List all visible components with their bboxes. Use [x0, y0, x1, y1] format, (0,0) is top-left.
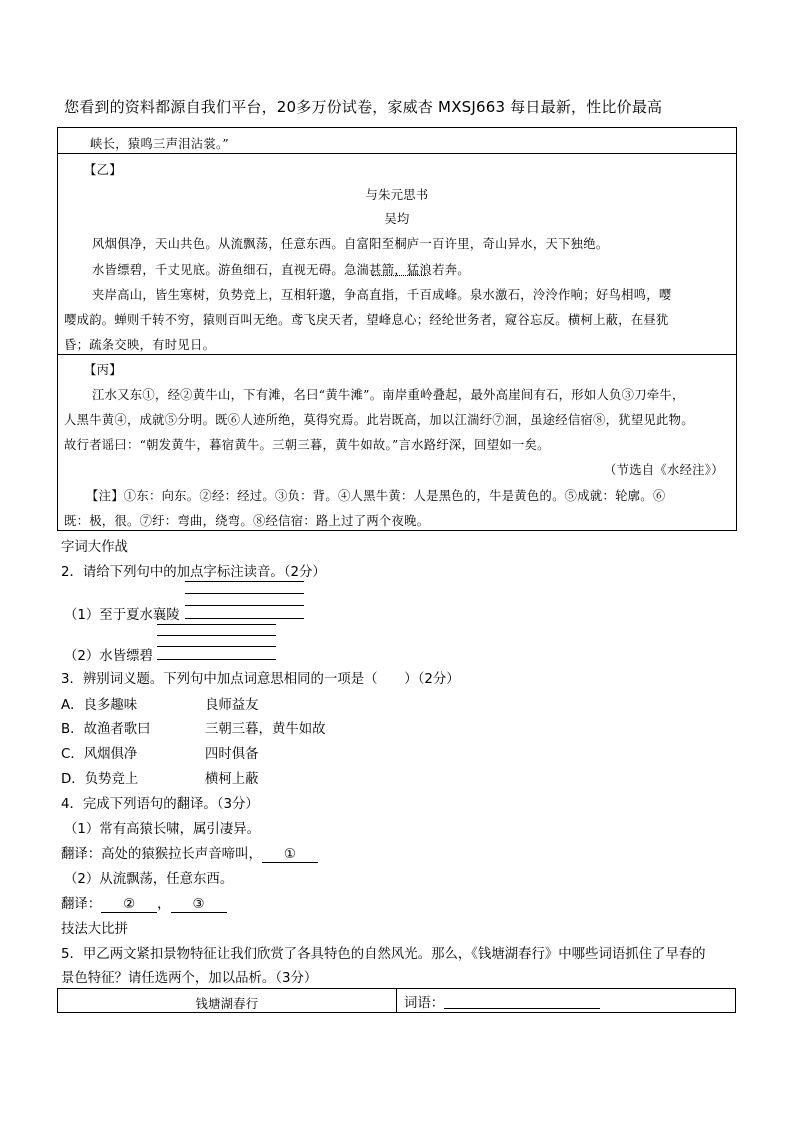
passage-yi-line-2: 水皆缥碧，千丈见底。游鱼细石，直视无碍。急湍甚箭，猛浪若奔。: [92, 263, 470, 277]
q3-option-a: A．良多趣味: [61, 698, 138, 713]
passage-bing-label: 【丙】: [84, 363, 122, 377]
q3-option-d-right: 横柯上蔽: [205, 772, 259, 787]
q3-option-a-right: 良师益友: [205, 698, 259, 713]
passage-bing-notes-1: 【注】①东：向东。②经：经过。③负：背。④人黑牛黄：人是黑色的，牛是黄色的。⑤成就：轮廓。⑥: [86, 489, 666, 503]
q4-blank-1[interactable]: [262, 847, 318, 863]
q2-answer-line-1a: [185, 581, 304, 582]
q4-separator: ，: [157, 897, 171, 912]
q3-option-b-right: 三朝三暮，黄牛如故: [205, 722, 326, 737]
q5-table-col-2-label: 词语：: [404, 996, 445, 1011]
q2-answer-line-2d: [157, 659, 276, 660]
q5-table-col-1: 钱塘湖春行: [195, 997, 259, 1011]
q3-option-b: B．故渔者歌曰: [61, 722, 151, 737]
passage-bing-line-2: 人黑牛黄④，成就⑤分明。既⑥人迹所绝，莫得究焉。此岩既高，加以江湍纡⑦洄，虽途经信宿⑧，犹望见此物。: [64, 413, 694, 427]
q4-stem: 4．完成下列语句的翻译。（3分）: [61, 797, 259, 812]
q2-item-1: （1）至于夏水襄陵: [64, 608, 180, 623]
passage-box-top: [57, 127, 736, 128]
passage-bing-source: （节选自《水经注》）: [604, 463, 724, 477]
q4-sentence-2: （2）从流飘荡，任意东西。: [64, 872, 234, 887]
q2-answer-line-2a: [157, 624, 276, 625]
passage-yi-author: 吴均: [384, 212, 410, 226]
q4-sentence-1: （1）常有高猿长啸，属引凄异。: [64, 822, 260, 837]
passage-box-divider-1: [57, 153, 736, 154]
q2-answer-line-2b: [157, 635, 276, 636]
q2-answer-line-1b: [185, 593, 304, 594]
passage-yi-line-1: 风烟俱净，天山共色。从流飘荡，任意东西。自富阳至桐庐一百许里，奇山异水，天下独绝。: [92, 237, 609, 251]
q2-answer-line-1d: [185, 618, 304, 619]
passage-jia-tail: 峡长，猿鸣三声泪沾裳。”: [90, 137, 230, 151]
passage-yi-label: 【乙】: [84, 163, 122, 177]
q4-translation-1: [61, 843, 318, 863]
q3-option-c-right: 四时俱备: [205, 747, 259, 762]
q5-table-divider: [396, 989, 397, 1012]
q2-stem: 2．请给下列句中的加点字标注读音。（2分）: [61, 565, 326, 580]
passage-bing-notes-2: 既：极，很。⑦纡：弯曲，绕弯。⑧经信宿：路上过了两个夜晚。: [64, 514, 430, 528]
q2-answer-line-1c: [185, 605, 304, 606]
q5-stem-line-2: 景色特征？请任选两个，加以品析。（3分）: [61, 971, 318, 986]
q4-blank-2[interactable]: [101, 897, 157, 913]
passage-yi-line-3: 夹岸高山，皆生寒树，负势竞上，互相轩邈，争高直指，千百成峰。泉水激石，泠泠作响；好鸟相鸣，嘤: [92, 288, 672, 302]
passage-box-bottom: [57, 530, 737, 531]
passage-yi-line-5: 昏；疏条交映，有时见日。: [64, 338, 216, 352]
q4-blank-3-label: ③: [192, 897, 205, 912]
q5-word-answer-line[interactable]: [444, 1008, 600, 1009]
page-header-ad: 您看到的资料都源自我们平台，20多万份试卷，家威杏 MXSJ663 每日最新，性比价最高: [64, 98, 663, 116]
passage-yi-title: 与朱元思书: [365, 188, 429, 202]
q3-option-d: D．负势竞上: [61, 772, 139, 787]
q4-blank-1-label: ①: [283, 847, 296, 862]
passage-yi-line-4: 嘤成韵。蝉则千转不穷，猿则百叫无绝。鸢飞戾天者，望峰息心；经纶世务者，窥谷忘反。横柯上蔽，在昼犹: [64, 313, 669, 327]
underline-jituanshenjian: [372, 275, 428, 276]
q3-option-c: C．风烟俱净: [61, 747, 138, 762]
q4-blank-3[interactable]: [171, 897, 227, 913]
q2-item-2: （2）水皆缥碧: [64, 649, 153, 664]
section-title-1: 字词大作战: [61, 540, 128, 555]
passage-box-divider-2: [57, 354, 736, 355]
passage-bing-line-3: 故行者谣曰：“朝发黄牛，暮宿黄牛。三朝三暮，黄牛如故。”言水路纡深，回望如一矣。: [64, 438, 550, 452]
q5-stem-line-1: 5．甲乙两文紧扣景物特征让我们欣赏了各具特色的自然风光。那么，《钱塘湖春行》中哪些词语抓住了早春的: [61, 947, 706, 962]
q2-answer-line-2c: [157, 646, 276, 647]
q5-answer-table: [57, 988, 736, 1013]
q4-blank-2-label: ②: [123, 897, 136, 912]
q4-translation-1-prefix: 翻译：高处的猿猴拉长声音啼叫，: [61, 847, 262, 862]
q4-translation-2: [61, 893, 227, 913]
passage-bing-line-1: 江水又东①，经②黄牛山，下有滩，名曰“黄牛滩”。南岸重岭叠起，最外高崖间有石，形如人负③刀牵牛，: [92, 388, 685, 402]
q3-stem: 3．辨别词义题。下列句中加点词意思相同的一项是（ ）（2分）: [61, 672, 460, 687]
q4-translation-2-prefix: 翻译：: [61, 897, 102, 912]
section-title-2: 技法大比拼: [61, 922, 128, 937]
